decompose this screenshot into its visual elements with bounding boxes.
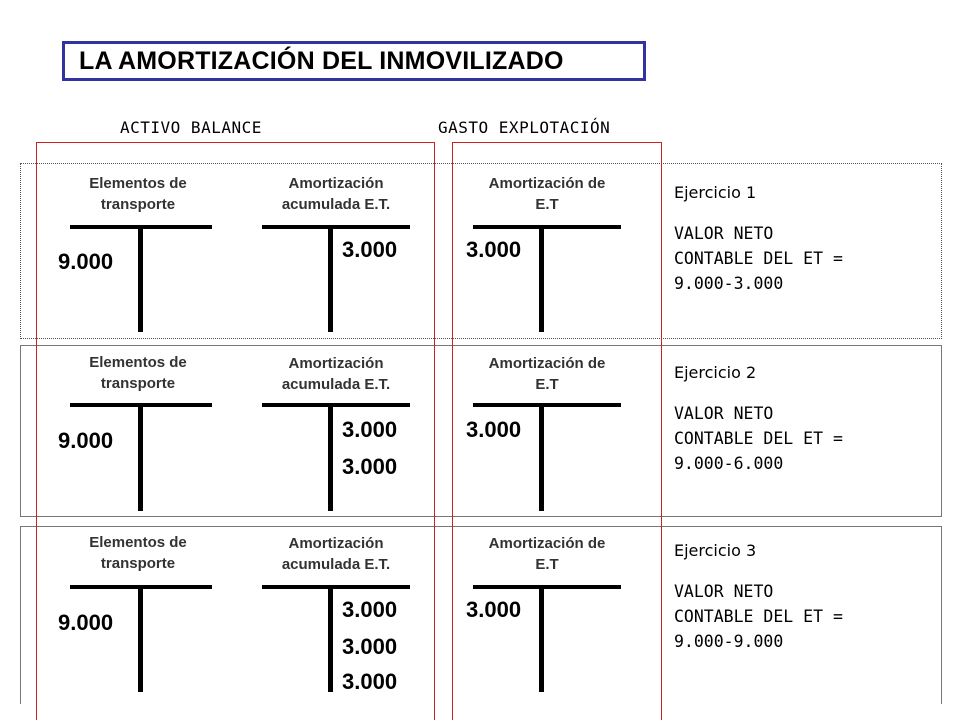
- transport-debit-amount: 9.000: [58, 610, 114, 635]
- slide-title: LA AMORTIZACIÓN DEL INMOVILIZADO: [62, 41, 646, 81]
- expense-debit-amount: 3.000: [466, 597, 522, 622]
- t-account-top-bar: [473, 225, 621, 229]
- t-account-stem: [328, 225, 333, 332]
- t-account-stem: [539, 225, 544, 332]
- transport-account-title: Elementos de transporte: [89, 534, 187, 572]
- accumulated-account-title: Amortización acumulada E.T.: [281, 355, 391, 393]
- t-account-stem: [138, 585, 143, 692]
- t-account-top-bar: [262, 403, 410, 407]
- t-account-stem: [539, 403, 544, 511]
- exercise-1-net-value-text: VALOR NETO CONTABLE DEL ET = 9.000-3.000: [674, 224, 843, 293]
- t-account-top-bar: [262, 225, 410, 229]
- accumulated-credit-amount: 3.000: [342, 454, 398, 479]
- expense-account-title: Amortización de E.T: [488, 175, 606, 213]
- exercise-1-title: Ejercicio 1: [674, 183, 757, 202]
- t-account-stem: [539, 585, 544, 692]
- t-account-top-bar: [262, 585, 410, 589]
- exercise-2-net-value-text: VALOR NETO CONTABLE DEL ET = 9.000-6.000: [674, 404, 843, 473]
- expense-debit-amount: 3.000: [466, 417, 522, 442]
- accumulated-account-title: Amortización acumulada E.T.: [281, 535, 391, 573]
- header-activo-balance: ACTIVO BALANCE: [120, 118, 262, 137]
- t-account-top-bar: [473, 403, 621, 407]
- expense-account-title: Amortización de E.T: [488, 535, 606, 573]
- t-account-top-bar: [473, 585, 621, 589]
- accumulated-credit-amount: 3.000: [342, 417, 398, 442]
- accumulated-account-title: Amortización acumulada E.T.: [281, 175, 391, 213]
- accumulated-credit-amount: 3.000: [342, 237, 398, 262]
- header-gasto-explotacion: GASTO EXPLOTACIÓN: [438, 118, 611, 137]
- transport-debit-amount: 9.000: [58, 428, 114, 453]
- expense-debit-amount: 3.000: [466, 237, 522, 262]
- transport-account-title: Elementos de transporte: [89, 354, 187, 392]
- transport-debit-amount: 9.000: [58, 249, 114, 274]
- exercise-3-net-value-text: VALOR NETO CONTABLE DEL ET = 9.000-9.000: [674, 582, 843, 651]
- accumulated-credit-amount: 3.000: [342, 669, 398, 694]
- expense-account-title: Amortización de E.T: [488, 355, 606, 393]
- accumulated-credit-amount: 3.000: [342, 597, 398, 622]
- t-account-stem: [138, 403, 143, 511]
- t-account-stem: [138, 225, 143, 332]
- exercise-2-title: Ejercicio 2: [674, 363, 757, 382]
- exercise-3-title: Ejercicio 3: [674, 541, 757, 560]
- t-account-stem: [328, 403, 333, 511]
- transport-account-title: Elementos de transporte: [89, 175, 187, 213]
- accumulated-credit-amount: 3.000: [342, 634, 398, 659]
- t-account-stem: [328, 585, 333, 692]
